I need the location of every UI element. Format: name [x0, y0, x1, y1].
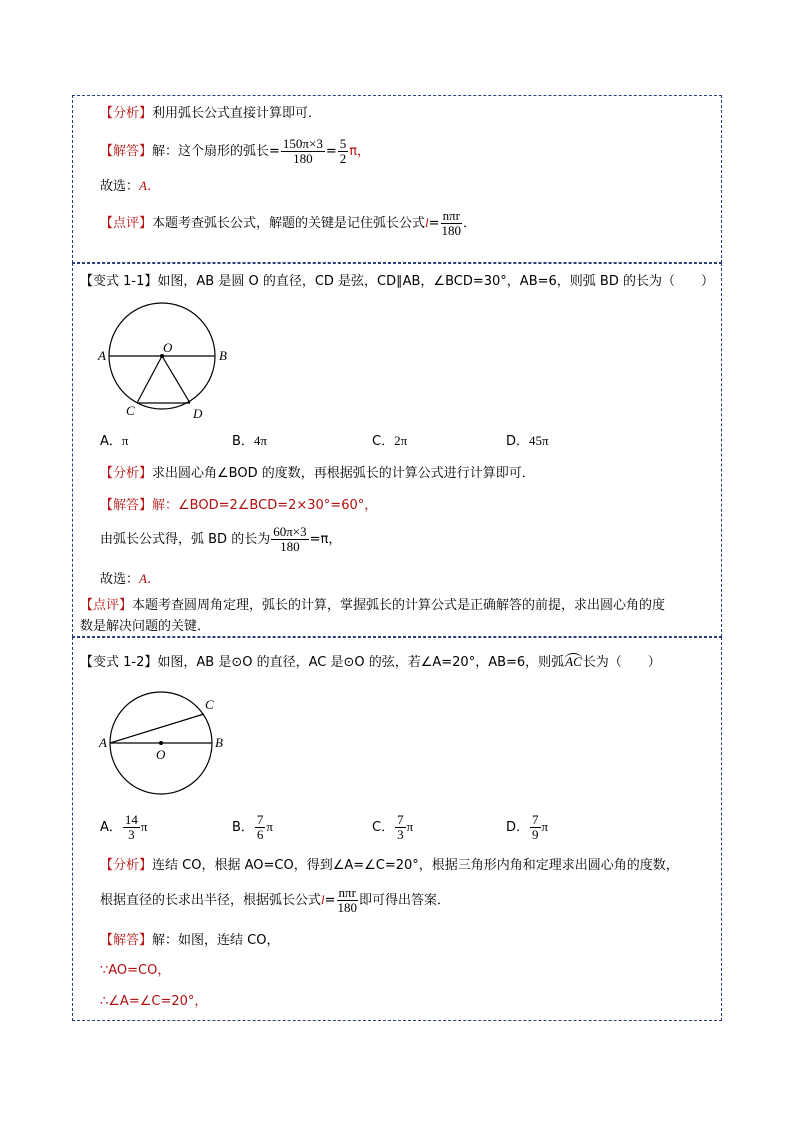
- point-label-o: O: [156, 747, 166, 762]
- fraction-numerator: 5: [339, 136, 347, 151]
- comment-line: [100, 208, 476, 239]
- answer-tag: 【解答】: [100, 933, 153, 948]
- fraction-numerator: nπr: [442, 208, 460, 223]
- comment-tag: 【点评】: [100, 216, 153, 231]
- formula-var: l: [425, 215, 429, 230]
- comment-end: ．: [462, 216, 476, 231]
- question-tag: 【变式 1-1】: [80, 274, 158, 289]
- fraction-numerator: nπr: [338, 885, 356, 900]
- therefore-line: [100, 994, 207, 1010]
- point-label-o: O: [163, 340, 173, 355]
- analysis-tag: 【分析】: [100, 858, 153, 873]
- point-label-c: C: [126, 403, 135, 418]
- answer-line-2: [100, 525, 341, 555]
- choose-prefix: 故选：: [100, 572, 140, 587]
- analysis-tag: 【分析】: [100, 466, 153, 481]
- analysis-text: 利用弧长公式直接计算即可．: [152, 106, 322, 121]
- fraction: $\frac{7}{3}$: [397, 812, 404, 842]
- fraction-denominator: 180: [280, 539, 300, 554]
- analysis-line: [100, 466, 535, 482]
- fraction: [271, 525, 308, 554]
- point-label-b: B: [215, 735, 223, 750]
- comment-tag: 【点评】: [80, 598, 133, 613]
- option-c[interactable]: C． $\frac{7}{3}$ π: [372, 812, 414, 842]
- comment-text: 数是解决问题的关键．: [80, 619, 211, 634]
- choose-value: A．: [139, 178, 160, 193]
- option-b[interactable]: B． $\frac{7}{6}$ π: [232, 812, 273, 842]
- formula-var: l: [321, 892, 325, 907]
- point-label-d: D: [193, 406, 203, 421]
- fraction-denominator: 180: [293, 151, 313, 166]
- answer-text: 解：∠BOD=2∠BCD=2×30°=60°，: [152, 498, 378, 513]
- equals: =: [325, 144, 337, 159]
- analysis-line: [100, 858, 679, 874]
- point-label-b: B: [219, 348, 227, 363]
- analysis-line: [100, 106, 321, 122]
- point-label-c: C: [205, 697, 214, 712]
- question-text: 如图，AB 是圆 O 的直径，CD 是弦，CD∥AB，∠BCD=30°，AB=6，则弧 BD 的长为（ ）: [157, 274, 714, 289]
- fraction-denominator: 180: [441, 223, 462, 238]
- equals: =: [428, 216, 440, 231]
- option-b[interactable]: B．4π: [232, 433, 267, 449]
- because-line: [100, 963, 170, 979]
- answer-text: 解：如图，连结 CO，: [152, 933, 280, 948]
- fraction: [338, 137, 349, 166]
- analysis-line-2: [100, 885, 450, 916]
- answer-line: [100, 498, 377, 514]
- answer-prefix: 由弧长公式得，弧 BD 的长为: [100, 532, 271, 547]
- choose-line: [100, 571, 160, 588]
- circle-figure: [95, 297, 235, 427]
- fraction: $\frac{7}{6}$: [256, 812, 264, 842]
- comment-text: 本题考查圆周角定理，弧长的计算，掌握弧长的计算公式是正确解答的前提，求出圆心角的度: [132, 598, 666, 613]
- question-line: [80, 654, 661, 671]
- question-tag: 【变式 1-2】: [80, 655, 158, 670]
- analysis-text: 求出圆心角∠BOD 的度数，再根据弧长的计算公式进行计算即可．: [152, 466, 535, 481]
- analysis-tag: 【分析】: [100, 106, 153, 121]
- equals: =: [324, 893, 336, 908]
- question-line: [80, 274, 714, 290]
- fraction: [281, 137, 325, 166]
- option-d[interactable]: D．45π: [506, 433, 549, 449]
- answer-line: [100, 137, 370, 167]
- comment-line: [80, 598, 665, 614]
- point-label-a: A: [98, 348, 106, 363]
- fraction: $\frac{14}{3}$: [124, 812, 138, 842]
- option-a[interactable]: A． $\frac{14}{3}$ π: [100, 812, 148, 842]
- comment-text: 本题考查弧长公式，解题的关键是记住弧长公式: [152, 216, 426, 231]
- option-c[interactable]: C．2π: [372, 433, 408, 449]
- choose-prefix: 故选：: [100, 179, 140, 194]
- answer-result: π，: [349, 144, 371, 159]
- comment-line-2: [80, 619, 210, 635]
- therefore-text: ∴∠A=∠C=20°，: [100, 994, 208, 1009]
- option-d[interactable]: D． $\frac{7}{9}$ π: [506, 812, 549, 842]
- question-text: 如图，AB 是⊙O 的直径，AC 是⊙O 的弦，若∠A=20°，AB=6，则弧: [157, 655, 565, 670]
- fraction: [337, 886, 358, 915]
- choose-line: [100, 178, 160, 195]
- point-label-a: A: [99, 735, 107, 750]
- answer-tag: 【解答】: [100, 144, 153, 159]
- fraction: [441, 209, 462, 238]
- fraction: $\frac{7}{9}$: [532, 812, 539, 842]
- fraction-denominator: 180: [337, 900, 357, 915]
- arc-label: AC: [565, 654, 582, 669]
- analysis-text: 连结 CO，根据 AO=CO，得到∠A=∠C=20°，根据三角形内角和定理求出圆心角的度数，: [152, 858, 679, 873]
- answer-line: [100, 933, 279, 949]
- question-end: 长为（ ）: [582, 655, 661, 670]
- analysis-text: 根据直径的长求出半径，根据弧长公式: [100, 893, 322, 908]
- answer-prefix: 解：这个扇形的弧长=: [152, 144, 280, 159]
- because-text: ∵AO=CO，: [100, 963, 171, 978]
- answer-result: =π，: [309, 532, 342, 547]
- fraction-numerator: 60π×3: [273, 524, 307, 539]
- choose-value: A．: [139, 571, 160, 586]
- circle-figure: [95, 685, 235, 805]
- fraction-numerator: 150π×3: [282, 136, 323, 151]
- answer-tag: 【解答】: [100, 498, 153, 513]
- option-a[interactable]: A．π: [100, 433, 129, 449]
- fraction-denominator: 2: [339, 151, 347, 166]
- analysis-text: 即可得出答案．: [358, 893, 450, 908]
